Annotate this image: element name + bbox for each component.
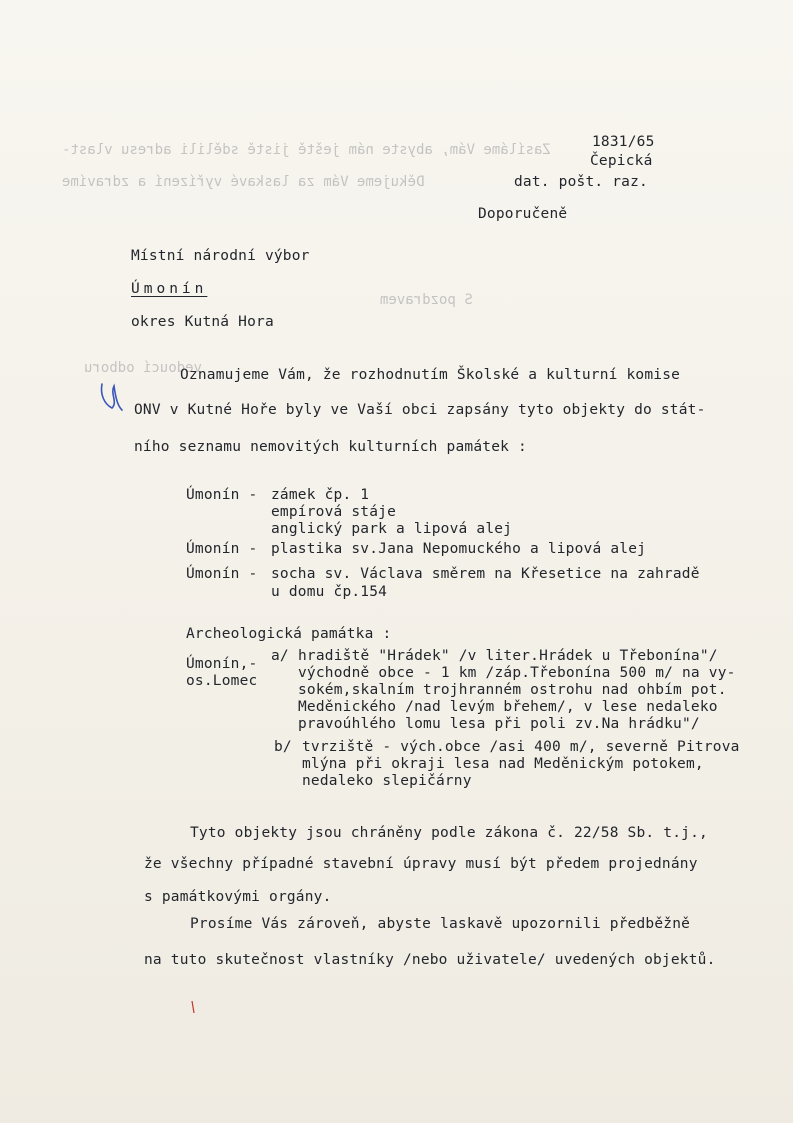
- bleed-through-line: Zasíláme Vám, abyste nám ještě jistě sdělili adresu vlast-: [62, 142, 551, 158]
- bleed-through-line: Děkujeme Vám za laskavé vyřízení a zdravíme: [62, 174, 425, 190]
- monument-item: socha sv. Václava směrem na Křesetice na zahradě: [271, 566, 700, 582]
- item-marker-b: b/: [274, 739, 292, 755]
- intro-line: ONV v Kutné Hoře byly ve Vaší obci zapsány tyto objekty do stát-: [134, 402, 706, 418]
- monument-place: Úmonín -: [186, 487, 258, 503]
- bleed-through-line: S pozdravem: [380, 292, 473, 308]
- reference-number: 1831/65: [592, 134, 655, 150]
- ink-speck-icon: [190, 1000, 196, 1014]
- recipient-village: Úmonín: [131, 281, 208, 297]
- archaeology-a-line: pravoúhlého lomu lesa při poli zv.Na hrádku"/: [298, 716, 700, 732]
- delivery-type: Doporučeně: [478, 206, 568, 222]
- closing-line: Tyto objekty jsou chráněny podle zákona č. 22/58 Sb. t.j.,: [190, 825, 708, 841]
- bleed-through-line: vedoucí odboru: [84, 360, 203, 376]
- archaeology-place: Úmonín,-: [186, 656, 258, 672]
- closing-line: že všechny případné stavební úpravy musí být předem projednány: [144, 856, 698, 872]
- archaeology-heading: Archeologická památka :: [186, 626, 392, 642]
- archaeology-place: os.Lomec: [186, 673, 258, 689]
- closing-line: s památkovými orgány.: [144, 889, 332, 905]
- archaeology-a-line: Meděnického /nad levým břehem/, v lese nedaleko: [298, 699, 718, 715]
- monument-place: Úmonín -: [186, 541, 258, 557]
- archaeology-a-line: východně obce - 1 km /záp.Třebonína 500 m/ na vy-: [298, 665, 736, 681]
- item-marker-a: a/: [271, 648, 289, 664]
- recipient-office: Místní národní výbor: [131, 248, 310, 264]
- pen-mark-icon: [96, 374, 126, 418]
- monument-item: anglický park a lipová alej: [271, 521, 513, 537]
- archaeology-a-line: hradiště "Hrádek" /v liter.Hrádek u Třebonína"/: [298, 648, 718, 664]
- intro-line: ního seznamu nemovitých kulturních památek :: [134, 439, 527, 455]
- monument-item: u domu čp.154: [271, 584, 388, 600]
- monument-item: plastika sv.Jana Nepomuckého a lipová alej: [271, 541, 647, 557]
- intro-line: Oznamujeme Vám, že rozhodnutím Školské a kulturní komise: [180, 367, 681, 383]
- recipient-district: okres Kutná Hora: [131, 314, 274, 330]
- closing-line: na tuto skutečnost vlastníky /nebo uživatele/ uvedených objektů.: [144, 952, 716, 968]
- closing-line: Prosíme Vás zároveň, abyste laskavě upozornili předběžně: [190, 916, 691, 932]
- handler-name: Čepická: [590, 153, 653, 169]
- archaeology-b-line: mlýna při okraji lesa nad Meděnickým potokem,: [302, 756, 704, 772]
- monument-item: empírová stáje: [271, 504, 397, 520]
- archaeology-b-line: nedaleko slepičárny: [302, 773, 472, 789]
- monument-item: zámek čp. 1: [271, 487, 370, 503]
- postmark-note: dat. pošt. raz.: [514, 174, 648, 190]
- archaeology-a-line: sokém,skalním trojhranném ostrohu nad ohbím pot.: [298, 682, 727, 698]
- archaeology-b-line: tvrziště - vých.obce /asi 400 m/, severně Pitrova: [302, 739, 740, 755]
- monument-place: Úmonín -: [186, 566, 258, 582]
